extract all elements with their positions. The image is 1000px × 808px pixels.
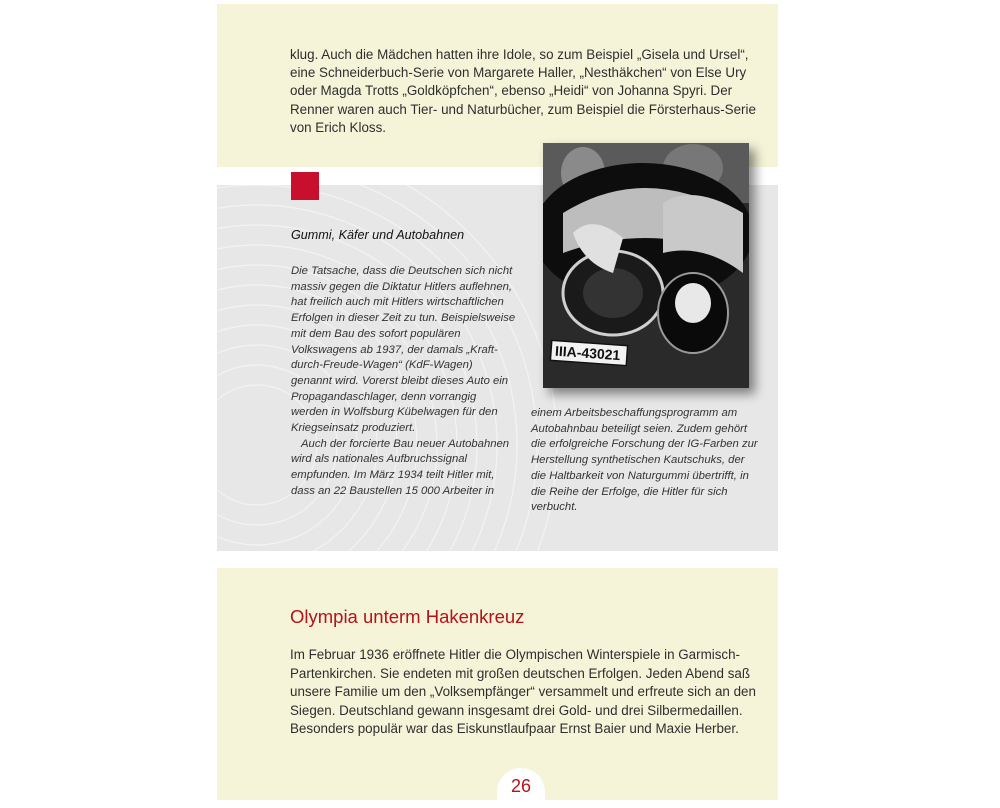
sidebar-paragraph-3: einem Arbeitsbeschaffungsprogramm am Autobahnbau beteiligt seien. Zudem gehört die erfolgreiche Forschung der IG-Farben zur Herstellung synthetischen Kautschuks, der die Haltbarkeit von Naturgummi übertrifft, in die Reihe der Erfolge, die Hitler für sich verbucht. bbox=[531, 407, 758, 514]
sidebar-heading: Gummi, Käfer und Autobahnen bbox=[291, 228, 465, 242]
license-plate-text: IIIA-43021 bbox=[554, 342, 621, 364]
sidebar-right-column bbox=[531, 406, 761, 516]
red-accent-square bbox=[291, 172, 319, 200]
top-paragraph: klug. Auch die Mädchen hatten ihre Idole, so zum Beispiel „Gisela und Ursel“, eine Schneiderbuch-Serie von Margarete Haller, „Nesthäkchen“ von Else Ury oder Magda Trotts „Goldköpfchen“, ebenso „Heidi“ von Johanna Spyri. Der Renner waren auch Tier- und Naturbücher, zum Beispiel die Försterhaus-Serie von Erich Kloss. bbox=[290, 47, 756, 135]
vw-beetle-photo bbox=[543, 143, 749, 388]
sidebar-paragraph-2: Auch der forcierte Bau neuer Autobahnen wird als nationales Aufbruchssignal empfunden. Im März 1934 teilt Hitler mit, dass an 22 Baustellen 15 000 Arbeiter in bbox=[291, 437, 510, 497]
sidebar-paragraph-1: Die Tatsache, dass die Deutschen sich nicht massiv gegen die Diktatur Hitlers auflehnen, hat freilich auch mit Hitlers wirtschaftlichen Erfolgen in dieser Zeit zu tun. Beispielsweise mit dem Bau des sofort populären Volkswagens ab 1937, der damals „Kraft-durch-Freude-Wagen“ (KdF-Wagen) genannt wird. Vorerst bleibt dieses Auto ein Propagandaschlager, denn vorrangig werden in Wolfsburg Kübelwagen für den Kriegseinsatz produziert. bbox=[291, 265, 516, 435]
section-paragraph: Im Februar 1936 eröffnete Hitler die Olympischen Winterspiele in Garmisch-Partenkirchen. Sie endeten mit großen deutschen Erfolgen. Jeden Abend saß unsere Familie um den „Volksempfänger“ versammelt und erfreute sich an den Siegen. Deutschland gewann insgesamt drei Gold- und drei Silbermedaillen. Besonders populär war das Eiskunstlaufpaar Ernst Baier und Maxie Herber. bbox=[290, 647, 756, 737]
sidebar-left-column bbox=[291, 264, 516, 500]
section-title: Olympia unterm Hakenkreuz bbox=[290, 606, 525, 627]
page-number: 26 bbox=[510, 776, 532, 796]
